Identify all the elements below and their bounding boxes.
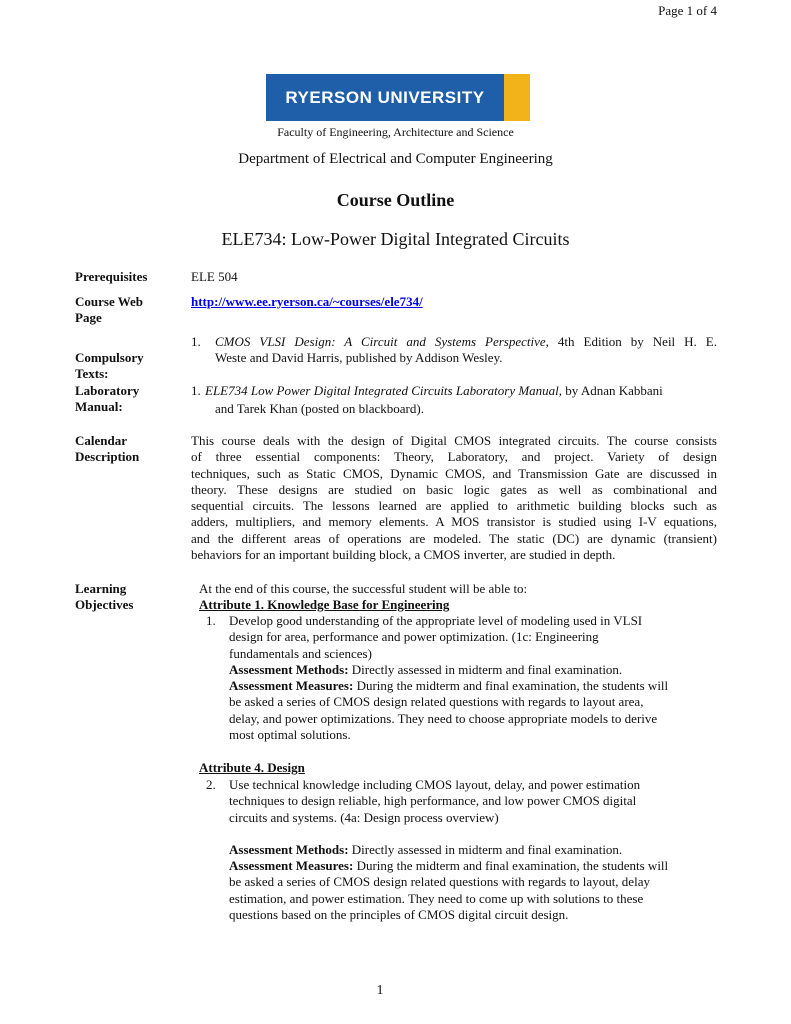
calendar-description xyxy=(191,433,717,563)
attribute4-line: circuits and systems. (4a: Design process overview) xyxy=(229,809,499,825)
attribute1-measures-label: Assessment Measures: xyxy=(229,678,354,694)
attribute1-measures xyxy=(229,678,716,694)
compulsory-texts-label-line1: Compulsory xyxy=(75,350,144,365)
textbook-entry xyxy=(191,334,717,367)
calendar-label-line2: Description xyxy=(75,449,140,464)
compulsory-texts-label xyxy=(75,350,185,382)
attribute1-number: 1. xyxy=(206,613,216,628)
textbook-details-line2: Weste and David Harris, published by Addison Wesley. xyxy=(215,350,503,366)
attribute4-measures-label: Assessment Measures: xyxy=(229,858,354,874)
attribute4-item xyxy=(206,777,716,923)
attribute1-measures-line: delay, and power optimizations. They need to choose appropriate models to derive xyxy=(229,710,658,726)
course-web-label-line1: Course Web xyxy=(75,294,144,309)
attribute4-measures-line: questions based on the principles of CMOS digital circuit design. xyxy=(229,907,569,923)
lab-manual-details-line1: by Adnan Kabbani xyxy=(562,383,663,398)
calendar-line: theory. These designs are studied on basic logic gates as well as combinational and xyxy=(191,481,717,497)
course-web-label xyxy=(75,294,185,326)
calendar-description-label xyxy=(75,433,185,465)
attribute1-line: Develop good understanding of the appropriate level of modeling used in VLSI xyxy=(229,613,643,628)
page-title: Course Outline xyxy=(336,190,455,210)
attribute4-number: 2. xyxy=(206,777,216,792)
attribute1-methods-label: Assessment Methods: xyxy=(229,661,349,677)
attribute1-line: fundamentals and sciences) xyxy=(229,645,372,661)
page-number: 1 xyxy=(376,983,384,998)
course-web-link[interactable]: http://www.ee.ryerson.ca/~courses/ele734/ xyxy=(191,294,423,309)
lab-manual-label-line2: Manual: xyxy=(75,399,123,414)
calendar-label-line1: Calendar xyxy=(75,433,127,448)
attribute1-methods-text: Directly assessed in midterm and final examination. xyxy=(348,661,623,677)
calendar-line: of three essential components: Theory, Laboratory, and project. Variety of design xyxy=(191,449,717,465)
attribute1-measures-line: most optimal solutions. xyxy=(229,727,351,743)
prerequisites-value: ELE 504 xyxy=(191,269,238,284)
attribute4-line: techniques to design reliable, high performance, and low power CMOS digital xyxy=(229,793,637,809)
compulsory-texts-label-line2: Texts: xyxy=(75,366,109,381)
calendar-line: adders, multipliers, and memory elements. A MOS transistor is studied using I-V equations, xyxy=(191,514,717,530)
attribute4-methods-label: Assessment Methods: xyxy=(229,841,349,857)
learning-objectives-label xyxy=(75,581,185,613)
calendar-line: and the different areas of operations are modeled. The static (DC) are dynamic (transient) xyxy=(191,530,717,546)
logo-wordmark: RYERSON UNIVERSITY xyxy=(266,74,504,121)
objectives-label-line1: Learning xyxy=(75,581,127,596)
attribute4-line: Use technical knowledge including CMOS layout, delay, and power estimation xyxy=(229,777,641,792)
attribute1-measures-text: During the midterm and final examination, the students will xyxy=(353,678,669,694)
spacer xyxy=(229,826,716,842)
attribute4-measures-line: estimation, and power estimation. They need to come up with solutions to these xyxy=(229,890,644,906)
department-name: Department of Electrical and Computer Engineering xyxy=(238,151,553,167)
attribute1-methods xyxy=(229,662,716,678)
lab-manual-label xyxy=(75,383,185,415)
textbook-number: 1. xyxy=(191,334,201,349)
ryerson-logo xyxy=(266,74,530,121)
attribute1-measures-line: be asked a series of CMOS design related questions with regards to layout area, xyxy=(229,694,644,710)
objectives-label-line2: Objectives xyxy=(75,597,134,612)
lab-manual-number: 1. xyxy=(191,383,201,398)
lab-manual-title: ELE734 Low Power Digital Integrated Circuits Laboratory Manual, xyxy=(205,383,563,398)
attribute4-methods xyxy=(229,842,716,858)
attribute4-heading: Attribute 4. Design xyxy=(199,760,305,775)
page-header: Page 1 of 4 xyxy=(658,3,717,18)
calendar-line: This course deals with the design of Digital CMOS integrated circuits. The course consists xyxy=(191,433,717,448)
course-title: ELE734: Low-Power Digital Integrated Circuits xyxy=(221,229,570,249)
attribute4-measures-text: During the midterm and final examination, the students will xyxy=(353,858,669,874)
logo-gold-bar xyxy=(504,74,530,121)
textbook-title: CMOS VLSI Design: A Circuit and Systems Perspective, xyxy=(215,334,549,349)
faculty-name: Faculty of Engineering, Architecture and Science xyxy=(277,125,514,139)
attribute4-measures-line: be asked a series of CMOS design related questions with regards to layout, delay xyxy=(229,874,650,890)
lab-manual-details-line2: and Tarek Khan (posted on blackboard). xyxy=(215,401,424,417)
attribute4-measures xyxy=(229,858,716,874)
attribute4-methods-text: Directly assessed in midterm and final examination. xyxy=(348,841,623,857)
attribute1-heading: Attribute 1. Knowledge Base for Engineering xyxy=(199,597,450,612)
lab-manual-entry xyxy=(191,383,717,418)
course-web-label-line2: Page xyxy=(75,310,102,325)
attribute1-item xyxy=(206,613,716,743)
textbook-details-line1: 4th Edition by Neil H. E. xyxy=(548,334,717,349)
prerequisites-label: Prerequisites xyxy=(75,269,148,284)
calendar-line: techniques, such as Static CMOS, Dynamic CMOS, and Transmission Gate are discussed in xyxy=(191,465,717,481)
lab-manual-label-line1: Laboratory xyxy=(75,383,140,398)
calendar-line: sequential circuits. The lessons learned are applied to arithmetic building blocks such as xyxy=(191,498,717,514)
objectives-intro: At the end of this course, the successful student will be able to: xyxy=(199,581,528,596)
calendar-line: behaviors for an important building block, a CMOS inverter, are studied in depth. xyxy=(191,547,616,563)
attribute1-line: design for area, performance and power optimization. (1c: Engineering xyxy=(229,629,599,645)
